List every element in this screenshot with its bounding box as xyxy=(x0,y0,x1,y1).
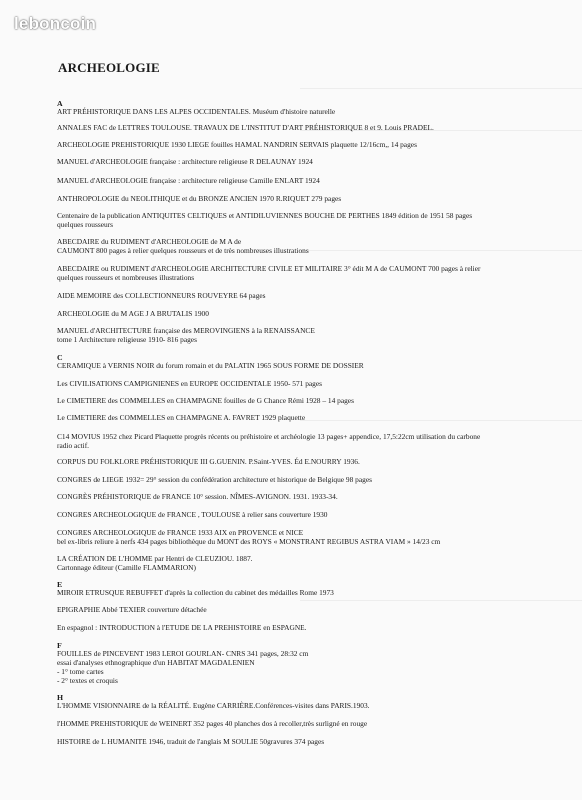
catalog-line: CONGRES ARCHEOLOGIQUE de FRANCE , TOULOUSE à relier sans couverture 1930 xyxy=(57,510,328,519)
page-title: ARCHEOLOGIE xyxy=(58,60,160,75)
catalog-line: Le CIMETIERE des COMMELLES en CHAMPAGNE fouilles de G Chance Rémi 1928 – 14 pages xyxy=(57,396,354,405)
catalog-line: CONGRES ARCHEOLOGIQUE de FRANCE 1933 AIX en PROVENCE et NICE xyxy=(57,528,304,537)
catalog-line: EPIGRAPHIE Abbé TEXIER couverture détachée xyxy=(57,605,207,614)
catalog-line: CORPUS DU FOLKLORE PRÉHISTORIQUE III G.GUENIN. P.Saint-YVES. Éd E.NOURRY 1936. xyxy=(57,457,360,466)
catalog-line: ARCHEOLOGIE du M AGE J A BRUTALIS 1900 xyxy=(57,309,209,318)
catalog-line: ART PRÉHISTORIQUE DANS LES ALPES OCCIDENTALES. Muséum d'histoire naturelle xyxy=(57,107,336,116)
catalog-line: MANUEL d'ARCHITECTURE française des MEROVINGIENS à la RENAISSANCE xyxy=(57,326,315,335)
catalog-line: ABECDAIRE ou RUDIMENT d'ARCHEOLOGIE ARCHITECTURE CIVILE ET MILITAIRE 3° édit M A de CAUMONT 700 pages à relier xyxy=(57,264,481,273)
catalog-line: - 1° tome cartes xyxy=(57,667,104,676)
catalog-line: - 2° textes et croquis xyxy=(57,676,118,685)
section-letter: E xyxy=(57,580,63,589)
catalog-line: CONGRÈS PRÉHISTORIQUE de FRANCE 10° session. NÎMES-AVIGNON. 1931. 1933-34. xyxy=(57,492,338,501)
catalog-line: ANTHROPOLOGIE du NEOLITHIQUE et du BRONZE ANCIEN 1970 R.RIQUET 279 pages xyxy=(57,194,342,203)
catalog-line: CONGRES de LIEGE 1932= 29° session du confédération architecture et historique de Belgique 98 pages xyxy=(57,475,372,484)
catalog-line: essai d'analyses ethnographique d'un HABITAT MAGDALENIEN xyxy=(57,658,255,667)
catalog-line: CAUMONT 800 pages à relier quelques rousseurs et de très nombreuses illustrations xyxy=(57,246,309,255)
catalog-line: tome 1 Architecture religieuse 1910- 816 pages xyxy=(57,335,197,344)
catalog-line: ABECDAIRE du RUDIMENT d'ARCHEOLOGIE de M A de xyxy=(57,237,242,246)
catalog-line: Le CIMETIERE des COMMELLES en CHAMPAGNE A. FAVRET 1929 plaquette xyxy=(57,413,306,422)
catalog-line: MIROIR ETRUSQUE REBUFFET d'après la collection du cabinet des médailles Rome 1973 xyxy=(57,588,334,597)
section-letter: C xyxy=(57,353,63,362)
section-letter: H xyxy=(57,693,64,702)
catalog-line: L'HOMME VISIONNAIRE de la RÉALITÉ. Eugène CARRIÈRE.Conférences-visites dans PARIS.1903. xyxy=(57,701,370,710)
catalog-line: CERAMIQUE à VERNIS NOIR du forum romain et du PALATIN 1965 SOUS FORME DE DOSSIER xyxy=(57,361,364,370)
catalog-line: quelques rousseurs et nombreuses illustrations xyxy=(57,273,195,282)
catalog-line: Centenaire de la publication ANTIQUITES CELTIQUES et ANTIDILUVIENNES BOUCHE DE PERTHES 1849 édition de 1951 58 pages xyxy=(57,211,473,220)
catalog-line: MANUEL d'ARCHEOLOGIE française : architecture religieuse R DELAUNAY 1924 xyxy=(57,157,313,166)
catalog-line: FOUILLES de PINCEVENT 1983 LEROI GOURLAN- CNRS 341 pages, 28:32 cm xyxy=(57,649,309,658)
catalog-line: l'HOMME PREHISTORIQUE de WEINERT 352 pages 40 planches dos à recoller,très surligné en rouge xyxy=(57,719,368,728)
catalog-line: bel ex-libris reliure à nerfs 434 pages bibliothèque du MONT des ROYS « MONSTRANT REGIBUS ASTRA VIAM » 14/23 cm xyxy=(57,537,441,546)
catalog-line: ARCHEOLOGIE PREHISTORIQUE 1930 LIEGE fouilles HAMAL NANDRIN SERVAIS plaquette 12/16cm,, 14 pages xyxy=(57,140,417,149)
catalog-line: Cartonnage éditeur (Camille FLAMMARION) xyxy=(57,563,196,572)
catalog-line: Les CIVILISATIONS CAMPIGNIENES en EUROPE OCCIDENTALE 1950- 571 pages xyxy=(57,379,323,388)
section-letter: F xyxy=(57,641,62,650)
leboncoin-watermark: leboncoin xyxy=(14,14,97,33)
catalog-line: MANUEL d'ARCHEOLOGIE française : architecture religieuse Camille ENLART 1924 xyxy=(57,176,320,185)
catalog-line: AIDE MEMOIRE des COLLECTIONNEURS ROUVEYRE 64 pages xyxy=(57,291,266,300)
catalog-line: ANNALES FAC de LETTRES TOULOUSE. TRAVAUX DE L'INSTITUT D'ART PRÉHISTORIQUE 8 et 9. Louis PRADEL. xyxy=(57,123,434,132)
catalog-line: HISTOIRE de L HUMANITE 1946, traduit de l'anglais M SOULIE 50gravures 374 pages xyxy=(57,737,325,746)
catalog-line: radio actif. xyxy=(57,441,90,450)
section-letter: A xyxy=(57,99,63,108)
catalog-line: En espagnol : INTRODUCTION à l'ETUDE DE LA PREHISTOIRE en ESPAGNE. xyxy=(57,623,307,632)
catalog-line: LA CRÉATION DE L'HOMME par Hentri de CLEUZIOU. 1887. xyxy=(57,554,253,563)
catalog-line: C14 MOVIUS 1952 chez Picard Plaquette progrès récents ou préhistoire et archéologie 13 pages+ appendice, 17,5:22cm utilisation du carbone xyxy=(57,432,481,441)
catalog-line: quelques rousseurs xyxy=(57,220,114,229)
